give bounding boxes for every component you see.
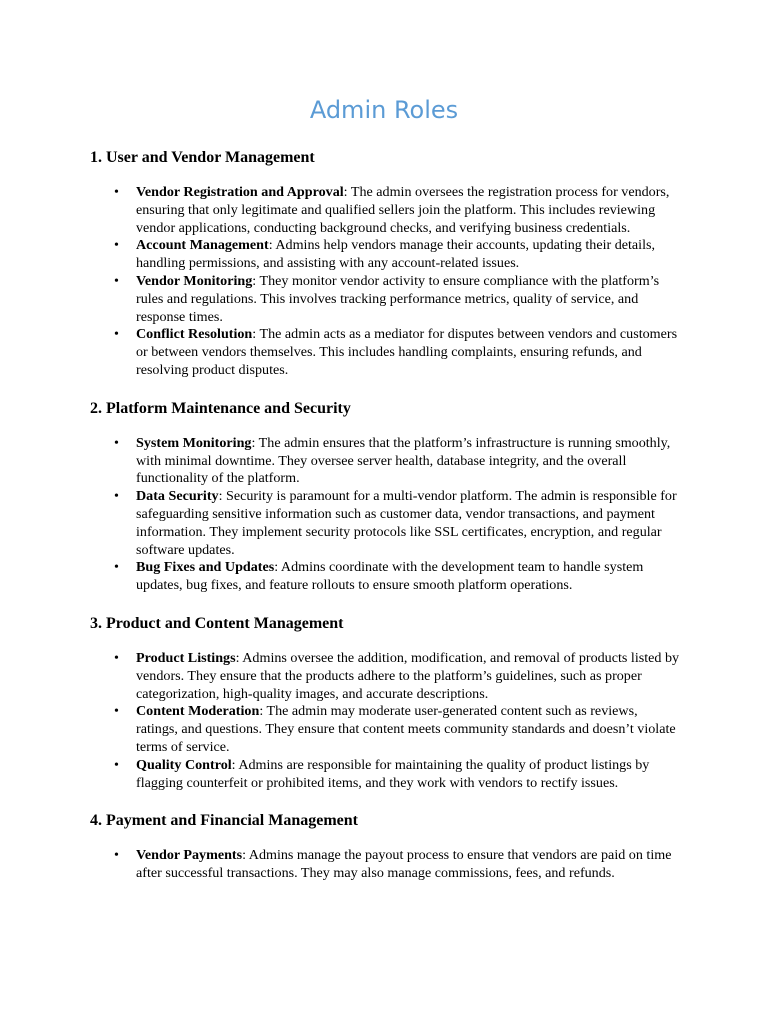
document-body (90, 147, 680, 901)
bullet-text: : Security is paramount for a multi-vendor platform. The admin is responsible for safeguarding sensitive information such as customer data, vendor transactions, and payment information. They implement security protocols like SSL certificates, encryption, and regular software updates. (136, 488, 677, 558)
bullet-list (90, 847, 680, 883)
bullet-text: : The admin may moderate user-generated content such as reviews, ratings, and questions. They ensure that content meets community standards and doesn’t violate terms of service. (136, 703, 676, 755)
section-heading: 3. Product and Content Management (90, 614, 344, 632)
bullet-icon: • (114, 756, 119, 773)
section-payment-financial-management (90, 810, 680, 883)
list-item (90, 184, 680, 237)
list-item (90, 847, 680, 883)
bullet-term: Conflict Resolution (136, 326, 253, 343)
bullet-text: : The admin ensures that the platform’s infrastructure is running smoothly, with minimal downtime. They oversee server health, database integrity, and the overall functionality of the platform. (136, 434, 671, 487)
bullet-term: Vendor Registration and Approval (136, 184, 344, 200)
section-user-vendor-management (90, 147, 680, 380)
section-platform-maintenance-security (90, 398, 680, 595)
section-heading: 2. Platform Maintenance and Security (90, 399, 351, 417)
bullet-icon: • (114, 847, 119, 864)
bullet-icon: • (114, 649, 119, 666)
list-item (90, 559, 680, 595)
bullet-text: : Admins are responsible for maintaining the quality of product listings by flagging counterfeit or prohibited items, and they work with vendors to rectify issues. (136, 756, 650, 791)
list-item (90, 435, 680, 488)
bullet-text: : Admins help vendors manage their accounts, updating their details, handling permissions, and assisting with any account-related issues. (136, 237, 656, 272)
bullet-list (90, 650, 680, 792)
bullet-icon: • (114, 488, 119, 505)
bullet-term: Quality Control (136, 756, 232, 773)
bullet-term: Vendor Payments (136, 847, 243, 864)
bullet-icon: • (114, 434, 119, 451)
section-product-content-management (90, 613, 680, 792)
bullet-icon: • (114, 559, 119, 576)
list-item (90, 237, 680, 273)
bullet-icon: • (114, 326, 119, 343)
section-heading: 1. User and Vendor Management (90, 149, 315, 166)
bullet-term: Vendor Monitoring (136, 272, 253, 289)
bullet-term: System Monitoring (136, 434, 252, 451)
document-title: Admin Roles (309, 96, 459, 124)
bullet-text: : Admins manage the payout process to ensure that vendors are paid on time after successful transactions. They may also manage commissions, fees, and refunds. (136, 847, 672, 882)
bullet-icon: • (114, 703, 119, 720)
list-item (90, 703, 680, 756)
bullet-text: : Admins oversee the addition, modification, and removal of products listed by vendors. They ensure that the products adhere to the platform’s guidelines, such as proper categorization, high-quality images, and accurate descriptions. (136, 649, 680, 702)
list-item (90, 488, 680, 559)
bullet-list (90, 435, 680, 595)
section-heading: 4. Payment and Financial Management (90, 812, 358, 830)
list-item (90, 757, 680, 793)
list-item (90, 650, 680, 703)
bullet-list (90, 184, 680, 380)
bullet-icon: • (114, 184, 119, 200)
bullet-text: : They monitor vendor activity to ensure compliance with the platform’s rules and regulations. This involves tracking performance metrics, quality of service, and response times. (136, 272, 660, 325)
bullet-term: Data Security (136, 488, 219, 505)
list-item (90, 273, 680, 326)
bullet-term: Account Management (136, 237, 269, 254)
bullet-term: Bug Fixes and Updates (136, 559, 275, 576)
bullet-icon: • (114, 237, 119, 254)
bullet-term: Content Moderation (136, 703, 260, 720)
bullet-text: : Admins coordinate with the development team to handle system updates, bug fixes, and feature rollouts to ensure smooth platform operations. (136, 559, 644, 594)
bullet-text: : The admin acts as a mediator for disputes between vendors and customers or between vendors themselves. This includes handling complaints, ensuring refunds, and resolving product disputes. (136, 326, 678, 378)
bullet-icon: • (114, 272, 119, 289)
bullet-text: : The admin oversees the registration process for vendors, ensuring that only legitimate and qualified sellers join the platform. This includes reviewing vendor applications, conducting background checks, and verifying business credentials. (136, 184, 670, 236)
list-item (90, 326, 680, 379)
bullet-term: Product Listings (136, 649, 236, 666)
